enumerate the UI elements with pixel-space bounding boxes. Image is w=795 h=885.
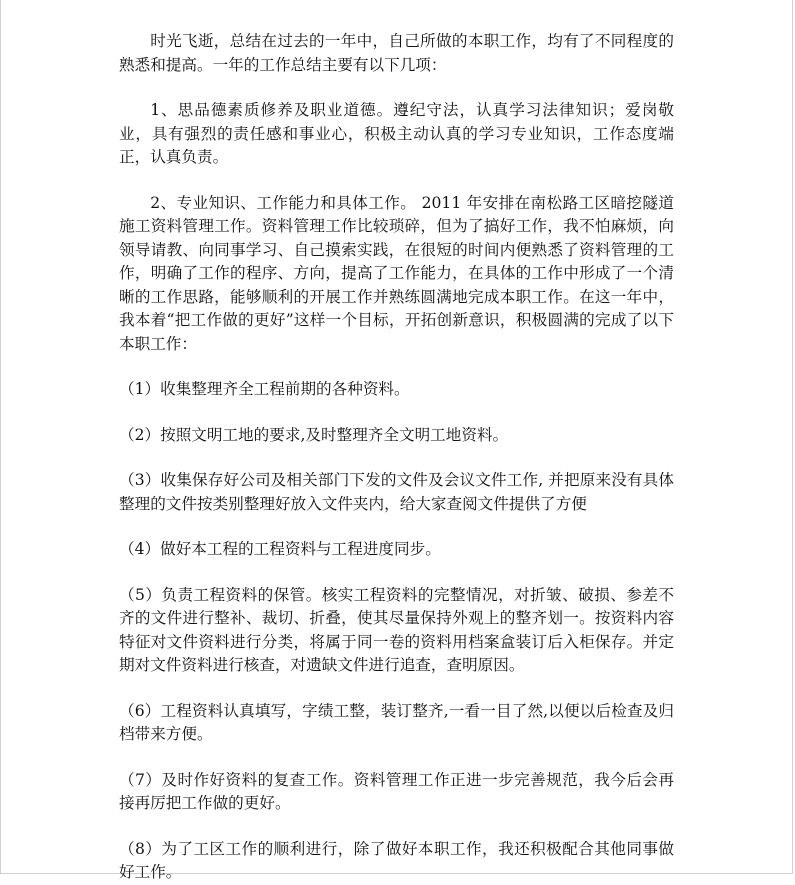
list-item-4: （4）做好本工程的工程资料与工程进度同步。 — [119, 540, 441, 558]
section-2-paragraph: 2、专业知识、工作能力和具体工作。 2011 年安排在南松路工区暗挖隧道施工资料管理工作。资料管理工作比较琐碎，但为了搞好工作，我不怕麻烦，向领导请教、向同事学习、自己摸索实践，在很短的时间内便熟悉了资料管理的工作，明确了工作的程序、方向，提高了工作能力，在具体的工作中形成了一个清晰的工作思路，能够顺利的开展工作并熟练圆满地完成本职工作。在这一年中，我本着“把工作做的更好”这样一个目标，开拓创新意识，积极圆满的完成了以下本职工作： — [119, 193, 674, 353]
list-item-1: （1）收集整理齐全工程前期的各种资料。 — [119, 380, 410, 398]
intro-paragraph: 时光飞逝，总结在过去的一年中，自己所做的本职工作，均有了不同程度的熟悉和提高。一年的工作总结主要有以下几项： — [119, 32, 674, 74]
list-item-5: （5）负责工程资料的保管。核实工程资料的完整情况，对折皱、破损、参差不齐的文件进行整补、裁切、折叠，使其尽量保持外观上的整齐划一。按资料内容特征对文件资料进行分类，将属于同一卷的资料用档案盒装订后入柜保存。并定期对文件资料进行核查，对遗缺文件进行追查，查明原因。 — [119, 585, 674, 674]
list-item-3: （3）收集保存好公司及相关部门下发的文件及会议文件工作, 并把原来没有具体整理的文件按类别整理好放入文件夹内，给大家查阅文件提供了方便 — [119, 471, 674, 513]
list-item-8: （8）为了工区工作的顺利进行，除了做好本职工作，我还积极配合其他同事做好工作。 — [119, 839, 674, 881]
list-item-7: （7）及时作好资料的复查工作。资料管理工作正进一步完善规范，我今后会再接再厉把工作做的更好。 — [119, 770, 674, 812]
list-item-2: （2）按照文明工地的要求,及时整理齐全文明工地资料。 — [119, 425, 509, 444]
section-1-paragraph: 1、思品德素质修养及职业道德。遵纪守法，认真学习法律知识；爱岗敬业，具有强烈的责任感和事业心，积极主动认真的学习专业知识，工作态度端正，认真负责。 — [119, 101, 674, 166]
list-item-6: （6）工程资料认真填写，字绩工整，装订整齐,一看一目了然,以便以后检查及归档带来方便。 — [119, 701, 674, 743]
